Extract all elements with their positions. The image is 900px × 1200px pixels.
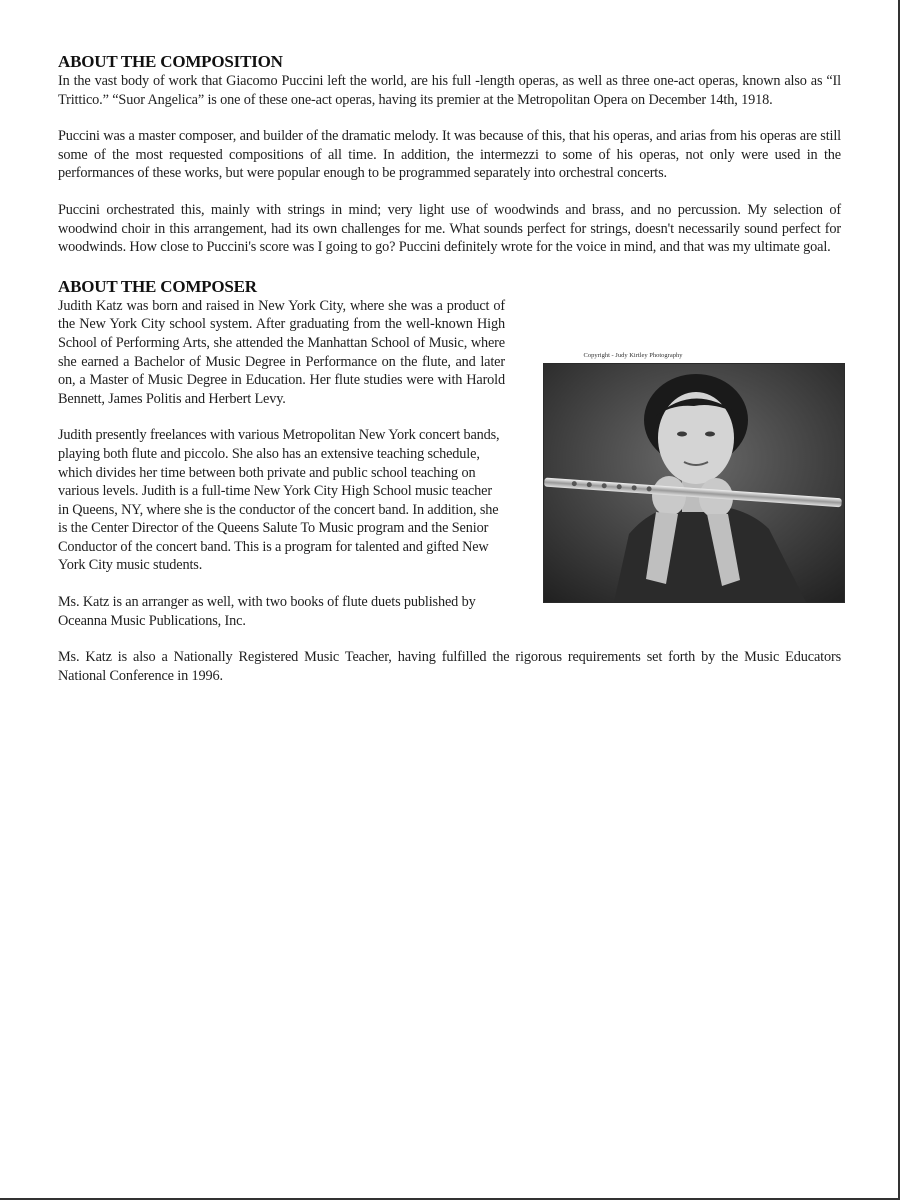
composer-section [58, 277, 841, 686]
composer-paragraph-1: Judith Katz was born and raised in New York City, where she was a product of the New York City school system. After graduating from the well-known High School of Performing Arts, she attended the Manhattan School of Music, where she earned a Bachelor of Music Degree in Performance on the flute, and later on, a Master of Music Degree in Education. Her flute studies were with Harold Bennett, James Politis and Herbert Levy. [58, 297, 505, 407]
composer-paragraph-4: Ms. Katz is also a Nationally Registered Music Teacher, having fulfilled the rigorous requirements set forth by the Music Educators National Conference in 1996. [58, 649, 841, 684]
composition-paragraph-2: Puccini was a master composer, and builder of the dramatic melody. It was because of this, that his operas, and arias from his operas are still some of the most requested compositions of all time. In addition, the intermezzi to some of his operas, not only were used in the performances of these works, but were popular enough to be programmed separately into orchestral concerts. [58, 128, 841, 182]
composition-paragraph-1: In the vast body of work that Giacomo Puccini left the world, are his full -length operas, as well as three one-act operas, known also as “Il Trittico.” “Suor Angelica” is one of these one-act operas, having its premier at the Metropolitan Opera on December 14th, 1918. [58, 73, 841, 108]
composer-paragraph-3: Ms. Katz is an arranger as well, with two books of flute duets published by Oceanna Music Publications, Inc. [58, 594, 476, 629]
composition-heading: ABOUT THE COMPOSITION [58, 52, 283, 71]
composition-paragraph-3: Puccini orchestrated this, mainly with strings in mind; very light use of woodwinds and brass, and no percussion. My selection of woodwind choir in this arrangement, had its own challenges for me. What sounds perfect for strings, doesn't necessarily sound perfect for woodwinds. How close to Puccini's score was I going to go? Puccini definitely wrote for the voice in mind, and that was my ultimate goal. [58, 201, 841, 256]
composer-heading: ABOUT THE COMPOSER [58, 276, 257, 296]
composer-photo-block [513, 352, 843, 603]
document-page [58, 52, 841, 685]
photo-caption: Copyright - Judy Kirtley Photography [583, 351, 683, 359]
composer-paragraph-2: Judith presently freelances with various Metropolitan New York concert bands, playing both flute and piccolo. She also has an extensive teaching schedule, which divides her time between both private and public school teaching on various levels. Judith is a full-time New York City High School music teacher in Queens, NY, where she is the conductor of the concert band. In addition, she is the Center Director of the Queens Salute To Music program and the Senior Conductor of the concert band. This is a program for talented and gifted New York City music students. [58, 427, 500, 574]
composer-photo [543, 363, 845, 603]
